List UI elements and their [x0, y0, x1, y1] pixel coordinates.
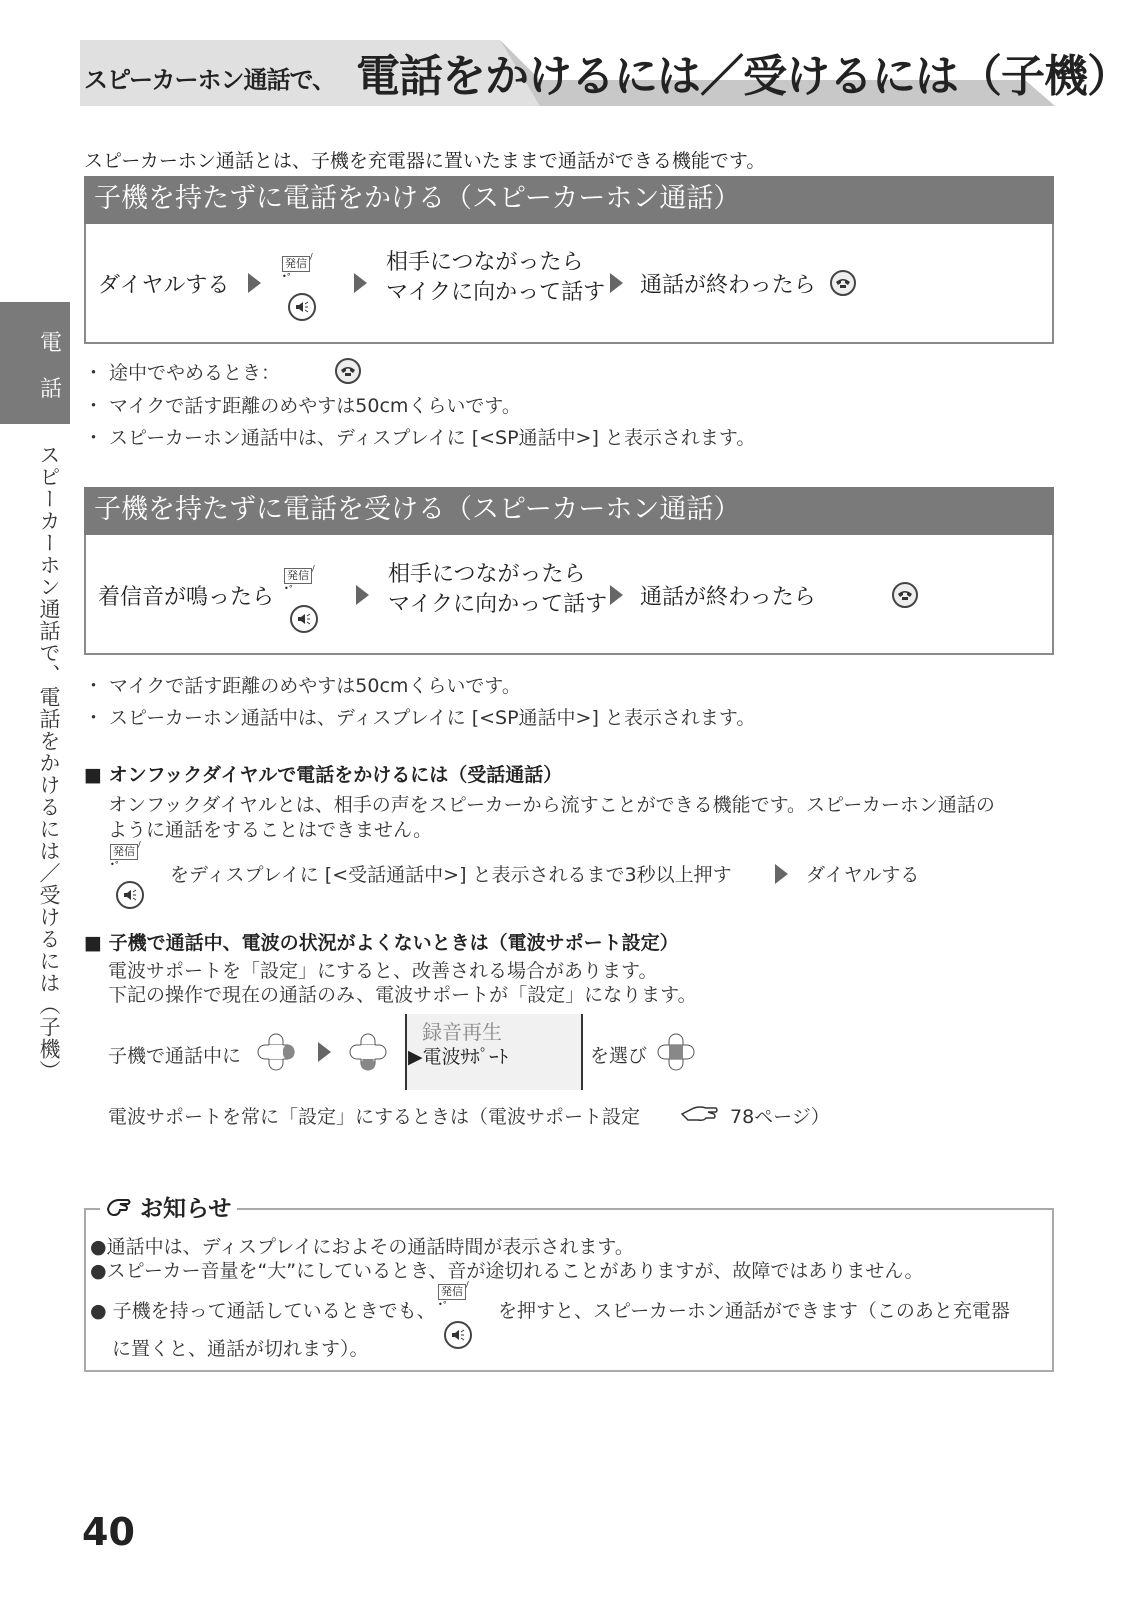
- step-end: 通話が終わったら: [640, 585, 816, 610]
- step-end: 通話が終わったら: [640, 273, 816, 298]
- arrow-icon: [610, 585, 623, 605]
- radio-op-start: 子機で通話中に: [108, 1045, 242, 1067]
- step-talk: [386, 248, 605, 308]
- button-label: 発信: [110, 844, 138, 860]
- dpad-down-icon[interactable]: [348, 1032, 388, 1072]
- onhook-op-text: をディスプレイに [<受話通話中>] と表示されるまで3秒以上押す: [170, 864, 732, 886]
- arrow-icon: [356, 585, 369, 605]
- step-talk-line1: 相手につながったら: [386, 250, 584, 275]
- onhook-line2: ように通話をすることはできません。: [108, 819, 433, 841]
- dpad-right-icon[interactable]: [256, 1032, 296, 1072]
- onhook-line1: オンフックダイヤルとは、相手の声をスピーカーから流すことができる機能です。スピーカーホン通話の: [108, 794, 995, 816]
- title-prefix: スピーカーホン通話で、: [84, 66, 336, 94]
- radio-heading: ■ 子機で通話中、電波の状況がよくないときは（電波サポート設定）: [84, 932, 679, 954]
- section-heading-receive-call: 子機を持たずに電話を受ける（スピーカーホン通話）: [84, 487, 1054, 535]
- button-sup: /•°: [284, 564, 315, 593]
- speaker-icon: [288, 293, 316, 321]
- step-talk-line2: マイクに向かって話す: [386, 280, 606, 305]
- button-label: 発信: [282, 256, 310, 272]
- call-speaker-button[interactable]: [282, 252, 316, 321]
- arrow-icon: [775, 864, 788, 884]
- note-display: ・ スピーカーホン通話中は、ディスプレイに [<SP通話中>] と表示されます。: [84, 707, 756, 729]
- side-tab-char: 電: [40, 331, 63, 356]
- call-speaker-button[interactable]: [110, 840, 144, 909]
- end-call-button[interactable]: [830, 270, 856, 296]
- radio-line2: 下記の操作で現在の通話のみ、電波サポートが「設定」になります。: [108, 984, 697, 1006]
- speaker-icon: [290, 605, 318, 633]
- radio-footer: 電波サポートを常に「設定」にするときは（電波サポート設定: [108, 1106, 641, 1128]
- radio-page-ref: 78ページ）: [730, 1106, 830, 1128]
- step-talk-line2: マイクに向かって話す: [388, 592, 608, 617]
- arrow-icon: [610, 273, 623, 293]
- call-speaker-button[interactable]: [438, 1280, 472, 1349]
- screen-menu-item-record: 録音再生: [422, 1020, 502, 1044]
- call-speaker-button[interactable]: [284, 564, 318, 633]
- arrow-icon: [354, 273, 367, 293]
- page-reference-icon: [680, 1102, 720, 1124]
- intro-text: スピーカーホン通話とは、子機を充電器に置いたままで通話ができる機能です。: [84, 150, 766, 172]
- notice-item-3a: ● 子機を持って通話しているときでも、: [90, 1300, 436, 1322]
- step-dial: ダイヤルする: [98, 273, 230, 298]
- page-title: 電話をかけるには／受けるには（子機）: [356, 51, 1130, 102]
- notice-item-3b: を押すと、スピーカーホン通話ができます（このあと充電器: [498, 1300, 1010, 1322]
- screen-menu-item-radio-support: ▶電波ｻﾎﾟｰﾄ: [408, 1046, 509, 1068]
- dpad-center-icon[interactable]: [656, 1032, 696, 1072]
- side-vertical-title: スピーカーホン通話で、電話をかけるには／受けるには（子機）: [37, 444, 61, 1082]
- end-call-button[interactable]: [892, 582, 918, 608]
- side-tab: [0, 302, 70, 424]
- end-call-button[interactable]: [335, 358, 361, 384]
- button-sup: /•°: [282, 252, 313, 281]
- step-ring: 着信音が鳴ったら: [98, 585, 275, 610]
- side-tab-char: 話: [40, 377, 63, 402]
- notice-item-1: ●通話中は、ディスプレイにおよその通話時間が表示されます。: [90, 1236, 634, 1258]
- button-label: 発信: [438, 1284, 466, 1300]
- step-talk: [388, 560, 607, 620]
- notice-item-3c: に置くと、通話が切れます）。: [112, 1338, 369, 1360]
- note-cancel: ・ 途中でやめるとき：: [84, 362, 281, 384]
- page-number: 40: [82, 1510, 135, 1554]
- button-sup: /•°: [110, 840, 141, 869]
- speaker-icon: [444, 1321, 472, 1349]
- onhook-heading: ■ オンフックダイヤルで電話をかけるには（受話通話）: [84, 764, 563, 786]
- hand-pointer-icon: [106, 1197, 132, 1219]
- step-talk-line1: 相手につながったら: [388, 562, 586, 587]
- section-heading-make-call: 子機を持たずに電話をかける（スピーカーホン通話）: [84, 176, 1054, 224]
- notice-title: [100, 1190, 237, 1223]
- onhook-op-end: ダイヤルする: [806, 864, 920, 886]
- button-label: 発信: [284, 568, 312, 584]
- button-sup: /•°: [438, 1280, 469, 1309]
- notice-item-2: ●スピーカー音量を“大”にしているとき、音が途切れることがありますが、故障ではありません。: [90, 1260, 924, 1282]
- radio-op-select: を選び: [590, 1045, 648, 1067]
- speaker-icon: [116, 881, 144, 909]
- note-distance: ・ マイクで話す距離のめやすは50cmくらいです。: [84, 395, 521, 417]
- arrow-icon: [318, 1042, 331, 1062]
- radio-line1: 電波サポートを「設定」にすると、改善される場合があります。: [108, 960, 658, 982]
- note-distance: ・ マイクで話す距離のめやすは50cmくらいです。: [84, 675, 521, 697]
- note-display: ・ スピーカーホン通話中は、ディスプレイに [<SP通話中>] と表示されます。: [84, 427, 756, 449]
- notice-title-text: お知らせ: [140, 1196, 232, 1222]
- arrow-icon: [248, 273, 261, 293]
